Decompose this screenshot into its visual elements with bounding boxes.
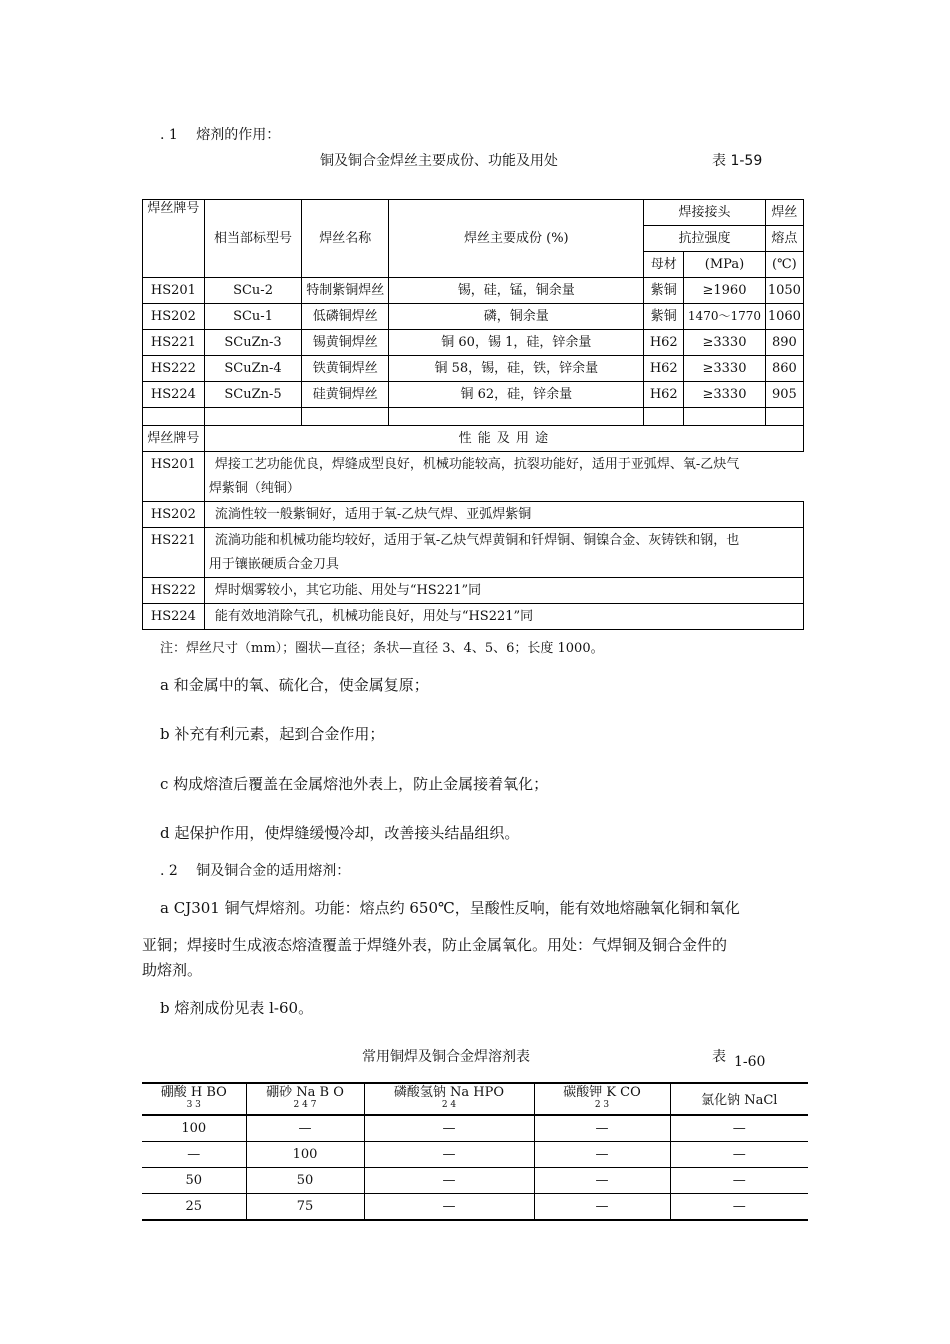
- cell-melt: 890: [765, 330, 803, 356]
- section-2-number: . 2: [160, 863, 178, 879]
- table-row: [143, 382, 804, 408]
- header-subscript: 2 4: [441, 1100, 457, 1110]
- cell-composition: 铜 60，锡 1，硅，锌余量: [389, 330, 644, 356]
- header-strength-line1: 焊接接头: [644, 200, 765, 226]
- header-melt-line1: 焊丝: [765, 200, 803, 226]
- header-text: 硼酸 H BO: [160, 1085, 227, 1100]
- cell-brand: HS201: [143, 278, 205, 304]
- table-row: [142, 1168, 808, 1194]
- cell-melt: 1060: [765, 304, 803, 330]
- cell: —: [534, 1142, 670, 1168]
- cell-composition: 磷，铜余量: [389, 304, 644, 330]
- table-row: [142, 1142, 808, 1168]
- table-row: [142, 1115, 808, 1142]
- table-2-number-prefix: 表: [712, 1049, 726, 1065]
- cell-strength: ≥3330: [684, 356, 766, 382]
- cell: 100: [142, 1115, 246, 1142]
- cell-melt: 860: [765, 356, 803, 382]
- cell-strength: 1470～1770: [684, 304, 766, 330]
- cell-name: 硅黄铜焊丝: [302, 382, 389, 408]
- usage-text: [204, 528, 803, 578]
- usage-header-title: 性 能 及 用 途: [204, 426, 803, 452]
- header-strength-line2: 抗拉强度: [644, 226, 765, 252]
- cell-std: SCu-2: [204, 278, 301, 304]
- header-base-metal: 母材: [644, 252, 684, 278]
- usage-text: 焊时烟雾较小，其它功能、用处与“HS221”同: [204, 578, 803, 604]
- cell: 50: [142, 1168, 246, 1194]
- header-subscript: 2 3: [594, 1100, 610, 1110]
- list-item-b: b 补充有利元素，起到合金作用；: [160, 725, 385, 743]
- cell: —: [364, 1115, 534, 1142]
- table-row: [143, 330, 804, 356]
- section-1-title: 熔剂的作用：: [196, 127, 281, 143]
- list-item-a: a 和金属中的氧、硫化合，使金属复原；: [160, 676, 429, 694]
- para-b: b 熔剂成份见表 l-60。: [160, 999, 314, 1017]
- cell: —: [534, 1168, 670, 1194]
- list-item-c: c 构成熔渣后覆盖在金属熔池外表上，防止金属接着氧化；: [160, 775, 549, 793]
- cell: —: [364, 1168, 534, 1194]
- header-text: 磷酸氢钠 Na HPO: [393, 1085, 505, 1100]
- cell: 50: [246, 1168, 364, 1194]
- header-boric-acid: [142, 1083, 246, 1115]
- cell-base: 紫铜: [644, 278, 684, 304]
- para-a-line3: 助熔剂。: [142, 961, 203, 979]
- para-a-line1: a CJ301 铜气焊熔剂。功能：熔点约 650℃，呈酸性反响，能有效地熔融氧化铜和氧化: [160, 899, 740, 917]
- usage-row: [143, 502, 804, 528]
- header-mpa: (MPa): [684, 252, 766, 278]
- para-a-line2: 亚铜；焊接时生成液态熔渣覆盖于焊缝外表，防止金属氧化。用处：气焊铜及铜合金件的: [142, 936, 728, 954]
- section-1-heading: [160, 124, 280, 144]
- cell-strength: ≥3330: [684, 382, 766, 408]
- usage-brand: HS202: [143, 502, 205, 528]
- cell-base: H62: [644, 330, 684, 356]
- cell: —: [246, 1115, 364, 1142]
- usage-text: 能有效地消除气孔，机械功能良好，用处与“HS221”同: [204, 604, 803, 630]
- usage-brand: HS224: [143, 604, 205, 630]
- table-1-note: 注：焊丝尺寸（mm）；圈状—直径；条状—直径 3、4、5、6；长度 1000。: [160, 641, 604, 656]
- cell-base: H62: [644, 382, 684, 408]
- cell: —: [534, 1194, 670, 1221]
- cell: —: [364, 1194, 534, 1221]
- cell-std: SCuZn-5: [204, 382, 301, 408]
- cell-composition: 铜 62，硅，锌余量: [389, 382, 644, 408]
- header-sodium-phosphate: [364, 1083, 534, 1115]
- cell: —: [670, 1168, 808, 1194]
- table-2-title: 常用铜焊及铜合金焊溶剂表: [362, 1049, 530, 1065]
- header-melt-line2: 熔点: [765, 226, 803, 252]
- table-1-number: 表 1-59: [712, 153, 763, 169]
- usage-row: [143, 604, 804, 630]
- cell: —: [142, 1142, 246, 1168]
- cell-name: 低磷铜焊丝: [302, 304, 389, 330]
- cell-brand: HS202: [143, 304, 205, 330]
- usage-line: 焊接工艺功能优良，焊缝成型良好，机械功能较高，抗裂功能好，适用于亚弧焊、氧-乙炔气: [214, 457, 740, 472]
- usage-header-brand: 焊丝牌号: [143, 426, 205, 452]
- cell-base: 紫铜: [644, 304, 684, 330]
- usage-text: [204, 452, 803, 502]
- cell-base: H62: [644, 356, 684, 382]
- cell: —: [670, 1142, 808, 1168]
- header-subscript: 3 3: [186, 1100, 201, 1110]
- welding-wire-table: [142, 199, 804, 630]
- cell: 100: [246, 1142, 364, 1168]
- header-composition: 焊丝主要成份 (%): [389, 200, 644, 278]
- usage-row: [143, 528, 804, 578]
- cell-strength: ≥1960: [684, 278, 766, 304]
- usage-row: [143, 452, 804, 502]
- section-2-title: 铜及铜合金的适用熔剂：: [196, 863, 351, 879]
- header-text: 氯化钠 NaCl: [701, 1092, 778, 1108]
- header-std: 相当部标型号: [204, 200, 301, 278]
- usage-line: 焊紫铜（纯铜）: [208, 481, 300, 496]
- header-sodium-chloride: [670, 1083, 808, 1115]
- cell-std: SCu-1: [204, 304, 301, 330]
- table-row: [143, 278, 804, 304]
- header-text: 碳酸钾 K CO: [563, 1085, 641, 1100]
- cell: —: [670, 1194, 808, 1221]
- flux-composition-table: [142, 1082, 808, 1221]
- table-row: [142, 1194, 808, 1221]
- cell: —: [534, 1115, 670, 1142]
- cell-name: 锡黄铜焊丝: [302, 330, 389, 356]
- cell: —: [364, 1142, 534, 1168]
- cell-std: SCuZn-4: [204, 356, 301, 382]
- usage-row: [143, 578, 804, 604]
- cell-brand: HS224: [143, 382, 205, 408]
- usage-line: 用于镶嵌硬质合金刀具: [208, 557, 339, 572]
- header-melt-unit: (℃): [765, 252, 803, 278]
- empty-row: [143, 408, 804, 426]
- usage-text: 流淌性较一般紫铜好，适用于氧-乙炔气焊、亚弧焊紫铜: [204, 502, 803, 528]
- cell-brand: HS222: [143, 356, 205, 382]
- header-name: 焊丝名称: [302, 200, 389, 278]
- cell-std: SCuZn-3: [204, 330, 301, 356]
- cell-composition: 锡，硅，锰，铜余量: [389, 278, 644, 304]
- cell-composition: 铜 58，锡，硅，铁，锌余量: [389, 356, 644, 382]
- usage-line: 流淌功能和机械功能均较好，适用于氧-乙炔气焊黄铜和钎焊铜、铜镍合金、灰铸铁和钢，也: [214, 533, 740, 548]
- cell: 75: [246, 1194, 364, 1221]
- section-2-heading: [160, 860, 350, 880]
- header-brand: 焊丝牌号: [143, 200, 205, 278]
- header-subscript: 2 4 7: [293, 1100, 317, 1110]
- usage-brand: HS221: [143, 528, 205, 578]
- cell-name: 铁黄铜焊丝: [302, 356, 389, 382]
- section-1-number: . 1: [160, 127, 178, 143]
- table-1-title: 铜及铜合金焊丝主要成份、功能及用处: [320, 153, 558, 169]
- header-borax: [246, 1083, 364, 1115]
- cell: 25: [142, 1194, 246, 1221]
- cell-melt: 905: [765, 382, 803, 408]
- header-text: 硼砂 Na B O: [266, 1085, 344, 1100]
- cell-melt: 1050: [765, 278, 803, 304]
- usage-brand: HS201: [143, 452, 205, 502]
- header-potassium-carbonate: [534, 1083, 670, 1115]
- cell: —: [670, 1115, 808, 1142]
- table-row: [143, 356, 804, 382]
- cell-name: 特制紫铜焊丝: [302, 278, 389, 304]
- usage-brand: HS222: [143, 578, 205, 604]
- cell-strength: ≥3330: [684, 330, 766, 356]
- table-row: [143, 304, 804, 330]
- list-item-d: d 起保护作用，使焊缝缓慢冷却，改善接头结晶组织。: [160, 824, 520, 842]
- table-2-number: 1-60: [734, 1054, 766, 1070]
- cell-brand: HS221: [143, 330, 205, 356]
